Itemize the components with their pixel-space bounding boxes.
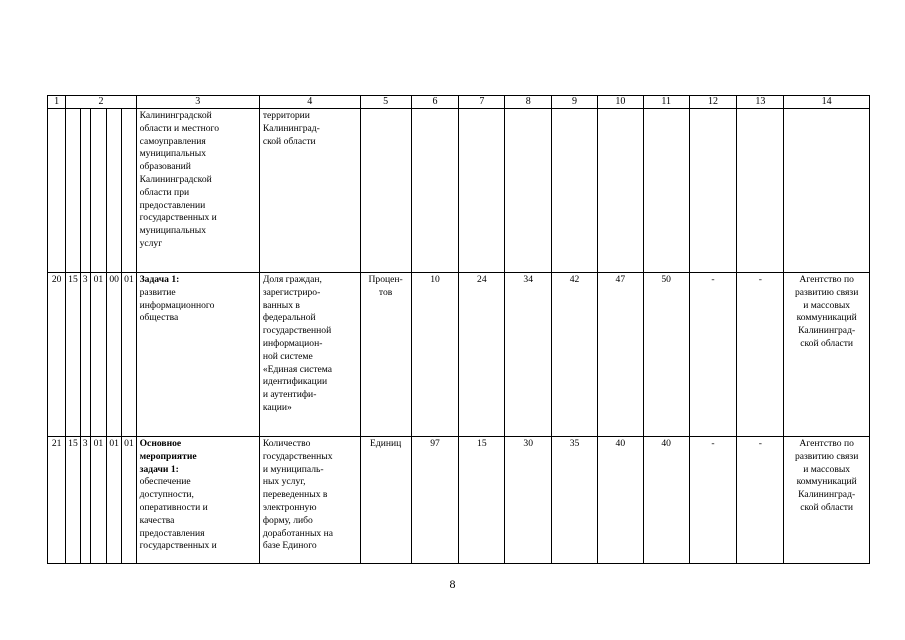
empty-cell xyxy=(48,109,66,273)
empty-cell xyxy=(411,109,459,273)
unit-cell: Единиц xyxy=(360,437,411,564)
indicator-cell: Количество государственных и муниципаль- ных услуг, переведенных в электронную форму, либо доработанных на базе Единого xyxy=(259,437,360,564)
code-cell: 3 xyxy=(80,273,90,437)
header-cell: 12 xyxy=(689,96,737,109)
header-cell: 14 xyxy=(784,96,870,109)
code-cell: 15 xyxy=(66,437,80,564)
empty-cell xyxy=(505,109,552,273)
header-cell: 7 xyxy=(459,96,505,109)
empty-cell xyxy=(597,109,643,273)
header-cell: 2 xyxy=(66,96,136,109)
value-cell: 97 xyxy=(411,437,459,564)
header-cell: 11 xyxy=(643,96,689,109)
table-header-row xyxy=(48,96,870,109)
row-number: 20 xyxy=(48,273,66,437)
empty-cell xyxy=(643,109,689,273)
code-cell: 01 xyxy=(122,273,136,437)
value-cell: 15 xyxy=(459,437,505,564)
header-cell: 10 xyxy=(597,96,643,109)
value-cell: 35 xyxy=(552,437,598,564)
page-number: 8 xyxy=(449,577,456,591)
task-name-cell: Задача 1: развитие информационного общества xyxy=(136,273,259,437)
goal-name-cell: Калининградской области и местного самоуправления муниципальных образований Калининградской области при предоставлении государственных и муниципальных услуг xyxy=(136,109,259,273)
value-cell: 34 xyxy=(505,273,552,437)
header-cell: 6 xyxy=(411,96,459,109)
value-cell: 10 xyxy=(411,273,459,437)
header-cell: 8 xyxy=(505,96,552,109)
value-cell: - xyxy=(689,437,737,564)
responsible-cell: Агентство по развитию связи и массовых коммуникаций Калининград- ской области xyxy=(784,437,870,564)
header-cell: 4 xyxy=(259,96,360,109)
row-number: 21 xyxy=(48,437,66,564)
empty-cell xyxy=(66,109,80,273)
value-cell: 30 xyxy=(505,437,552,564)
table-row-continued xyxy=(48,109,870,273)
code-cell: 01 xyxy=(90,273,106,437)
empty-cell xyxy=(360,109,411,273)
empty-cell xyxy=(122,109,136,273)
empty-cell xyxy=(737,109,784,273)
code-cell: 15 xyxy=(66,273,80,437)
responsible-cell: Агентство по развитию связи и массовых коммуникаций Калининград- ской области xyxy=(784,273,870,437)
code-cell: 01 xyxy=(122,437,136,564)
empty-cell xyxy=(784,109,870,273)
code-cell: 00 xyxy=(107,273,122,437)
value-cell: 24 xyxy=(459,273,505,437)
header-cell: 1 xyxy=(48,96,66,109)
value-cell: - xyxy=(689,273,737,437)
code-cell: 01 xyxy=(107,437,122,564)
empty-cell xyxy=(107,109,122,273)
header-cell: 13 xyxy=(737,96,784,109)
code-cell: 01 xyxy=(90,437,106,564)
code-cell: 3 xyxy=(80,437,90,564)
task-title: Задача 1: xyxy=(139,274,180,285)
value-cell: 47 xyxy=(597,273,643,437)
header-cell: 5 xyxy=(360,96,411,109)
value-cell: - xyxy=(737,437,784,564)
header-cell: 9 xyxy=(552,96,598,109)
measure-title-line: задачи 1: xyxy=(139,463,179,475)
value-cell: 40 xyxy=(597,437,643,564)
table-row-task xyxy=(48,273,870,437)
empty-cell xyxy=(689,109,737,273)
indicator-cell: территории Калининград- ской области xyxy=(259,109,360,273)
empty-cell xyxy=(459,109,505,273)
value-cell: 42 xyxy=(552,273,598,437)
empty-cell xyxy=(90,109,106,273)
value-cell: - xyxy=(737,273,784,437)
program-table xyxy=(47,95,870,564)
empty-cell xyxy=(80,109,90,273)
table-row-measure xyxy=(48,437,870,564)
value-cell: 40 xyxy=(643,437,689,564)
header-cell: 3 xyxy=(136,96,259,109)
value-cell: 50 xyxy=(643,273,689,437)
measure-title-line: мероприятие xyxy=(139,450,197,462)
indicator-cell: Доля граждан, зарегистриро- ванных в федеральной государственной информацион- ной системе «Единая система идентификации и аутентифи- кации» xyxy=(259,273,360,437)
unit-cell: Процен- тов xyxy=(360,273,411,437)
measure-title-line: Основное xyxy=(139,438,182,449)
measure-name-cell: Основное мероприятие задачи 1: обеспечение доступности, оперативности и качества предоставления государственных и xyxy=(136,437,259,564)
empty-cell xyxy=(552,109,598,273)
